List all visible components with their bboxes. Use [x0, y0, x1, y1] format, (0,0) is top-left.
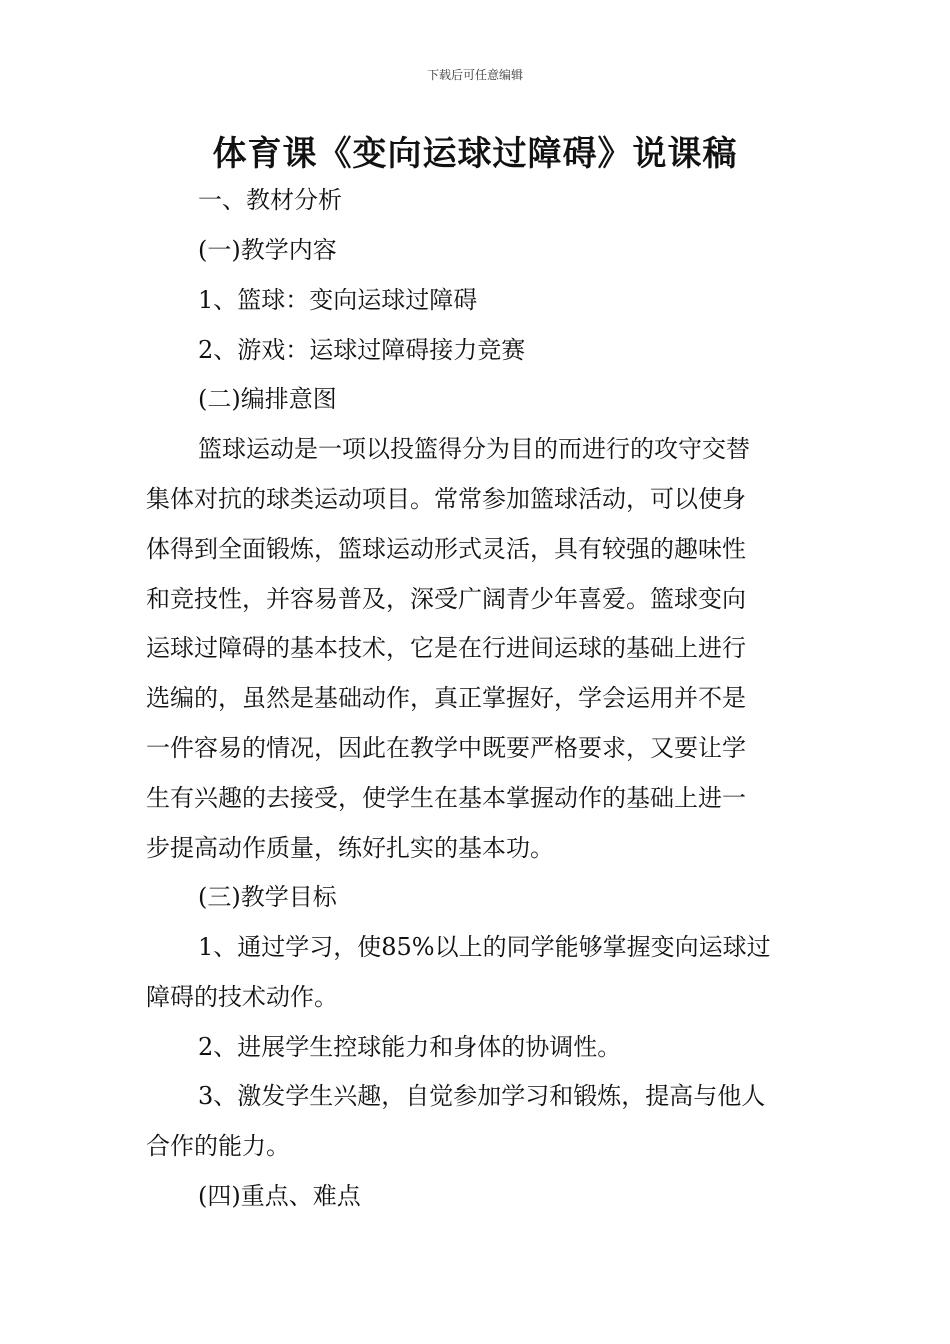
paragraph-line: 生有兴趣的去接受，使学生在基本掌握动作的基础上进一 [146, 784, 746, 812]
objective-item: 3、激发学生兴趣，自觉参加学习和锻炼，提高与他人 [198, 1082, 766, 1110]
subsection-heading: (一)教学内容 [198, 236, 337, 264]
paragraph-line: 运球过障碍的基本技术，它是在行进间运球的基础上进行 [146, 634, 746, 662]
subsection-heading: (二)编排意图 [198, 385, 337, 413]
objective-item-continued: 合作的能力。 [146, 1132, 290, 1160]
objective-item-continued: 障碍的技术动作。 [146, 983, 338, 1011]
page-title: 体育课《变向运球过障碍》说课稿 [212, 134, 738, 174]
objective-item: 1、通过学习，使85%以上的同学能够掌握变向运球过 [198, 933, 771, 961]
paragraph-line: 集体对抗的球类运动项目。常常参加篮球活动，可以使身 [146, 485, 746, 513]
paragraph-line: 选编的，虽然是基础动作，真正掌握好，学会运用并不是 [146, 684, 746, 712]
paragraph-line: 体得到全面锻炼，篮球运动形式灵活，具有较强的趣味性 [146, 535, 746, 563]
subsection-heading: (四)重点、难点 [198, 1182, 361, 1210]
subsection-heading: (三)教学目标 [198, 883, 337, 911]
section-heading: 一、教材分析 [198, 186, 342, 214]
objective-item: 2、进展学生控球能力和身体的协调性。 [198, 1033, 622, 1061]
content-item: 2、游戏：运球过障碍接力竞赛 [198, 336, 526, 364]
paragraph-line: 一件容易的情况，因此在教学中既要严格要求，又要让学 [146, 734, 746, 762]
header-note: 下载后可任意编辑 [426, 68, 523, 82]
paragraph-line: 篮球运动是一项以投篮得分为目的而进行的攻守交替 [198, 435, 750, 463]
paragraph-line: 步提高动作质量，练好扎实的基本功。 [146, 834, 554, 862]
content-item: 1、篮球：变向运球过障碍 [198, 286, 478, 314]
paragraph-line: 和竞技性，并容易普及，深受广阔青少年喜爱。篮球变向 [146, 585, 746, 613]
